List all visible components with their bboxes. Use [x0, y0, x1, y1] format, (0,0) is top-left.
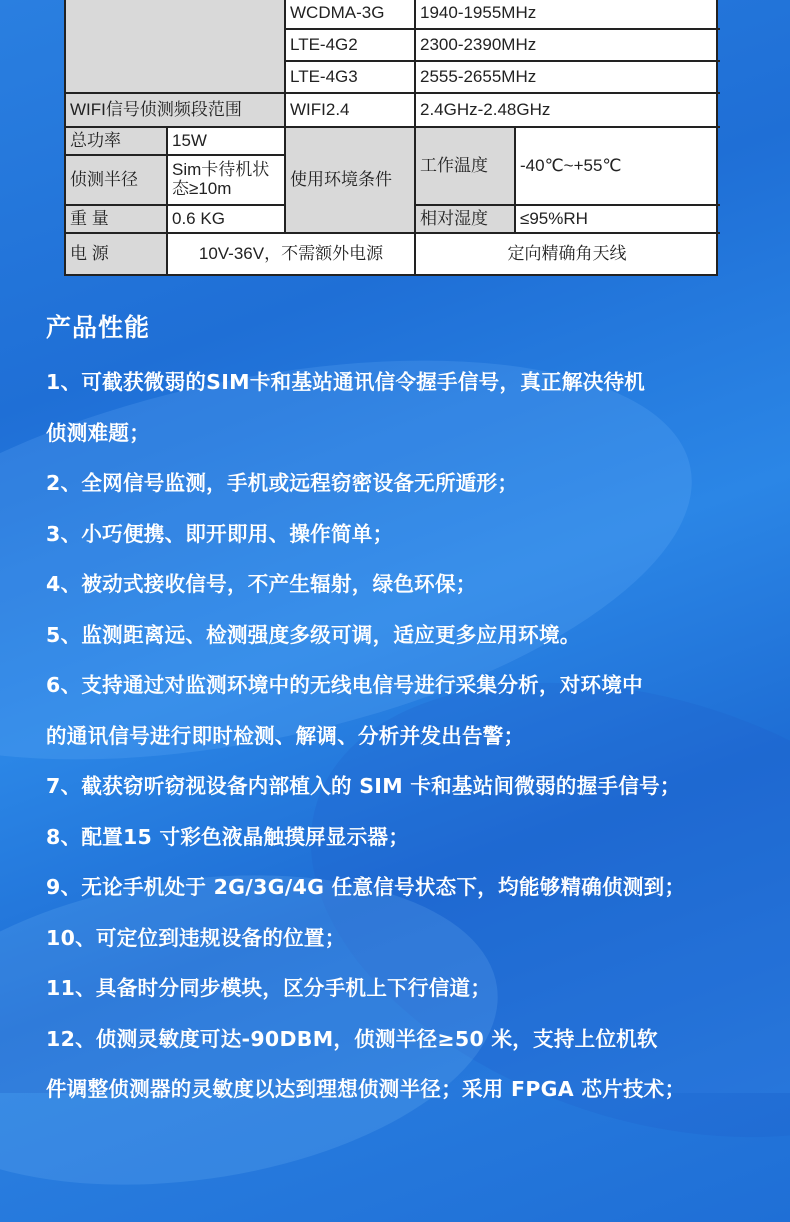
grid-line [284, 28, 720, 30]
power-value: 15W [172, 130, 207, 150]
grid-line [66, 154, 284, 156]
antenna-value: 定向精确角天线 [507, 243, 627, 263]
feature-line: 5、监测距离远、检测强度多级可调，适应更多应用环境。 [46, 622, 581, 647]
feature-line: 件调整侦测器的灵敏度以达到理想侦测半径；采用 FPGA 芯片技术； [46, 1077, 686, 1101]
band-lte-g2: LTE-4G2 [290, 34, 358, 54]
freq-lte-g2: 2300-2390MHz [420, 34, 537, 54]
freq-wcdma: 1940-1955MHz [420, 2, 537, 22]
feature-line: 7、截获窃听窃视设备内部植入的 SIM 卡和基站间微弱的握手信号； [46, 774, 681, 798]
grid-line [284, 126, 286, 234]
grid-line [66, 204, 284, 206]
grid-line [514, 126, 516, 234]
feature-line: 的通讯信号进行即时检测、解调、分析并发出告警； [46, 723, 525, 748]
supply-value: 10V-36V，不需额外电源 [198, 243, 384, 263]
feature-line: 1、可截获微弱的SIM卡和基站通讯信令握手信号，真正解决待机 [46, 370, 646, 394]
feature-line: 3、小巧便携、即开即用、操作简单； [46, 521, 394, 546]
feature-line: 8、配置15 寸彩色液晶触摸屏显示器； [46, 824, 410, 849]
band-wifi: WIFI2.4 [290, 99, 350, 119]
radius-value-line2: 态≥10m [172, 179, 232, 198]
band-wcdma: WCDMA-3G [290, 2, 385, 22]
feature-line: 11、具备时分同步模块，区分手机上下行信道； [46, 976, 492, 1000]
features-title: 产品性能 [46, 313, 151, 342]
spec-table [64, 0, 718, 276]
grid-line [166, 126, 168, 274]
feature-line: 12、侦测灵敏度可达-90DBM，侦测半径≥50 米，支持上位机软 [46, 1026, 658, 1051]
feature-line: 2、全网信号监测，手机或远程窃密设备无所遁形； [46, 471, 519, 495]
grid-line [284, 0, 286, 126]
grid-line [414, 204, 720, 206]
humidity-value: ≤95%RH [520, 208, 588, 228]
supply-label: 电 源 [66, 234, 166, 274]
weight-label: 重 量 [66, 206, 166, 232]
wifi-label: WIFI信号侦测频段范围 [66, 94, 284, 126]
temp-label: 工作温度 [416, 128, 514, 204]
radius-label: 侦测半径 [66, 156, 166, 204]
grid-line [284, 60, 720, 62]
features-section [46, 308, 786, 1115]
spec-table-blank [66, 0, 284, 92]
features-list [46, 357, 786, 1115]
freq-lte-g3: 2555-2655MHz [420, 66, 537, 86]
weight-value: 0.6 KG [172, 208, 225, 228]
grid-line [66, 126, 720, 128]
power-label: 总功率 [66, 128, 166, 154]
grid-line [66, 232, 720, 234]
feature-line: 4、被动式接收信号，不产生辐射，绿色环保； [46, 572, 477, 596]
feature-line: 侦测难题； [46, 420, 150, 445]
feature-line: 10、可定位到违规设备的位置； [46, 925, 346, 950]
feature-line: 6、支持通过对监测环境中的无线电信号进行采集分析，对环境中 [46, 673, 643, 697]
grid-line [66, 92, 720, 94]
radius-value-line1: Sim卡待机状 [172, 160, 270, 180]
radius-value [168, 156, 284, 204]
temp-value: -40℃~+55℃ [520, 155, 622, 175]
env-label: 使用环境条件 [286, 128, 414, 232]
band-lte-g3: LTE-4G3 [290, 66, 358, 86]
freq-wifi: 2.4GHz-2.48GHz [420, 99, 551, 119]
feature-line: 9、无论手机处于 2G/3G/4G 任意信号状态下，均能够精确侦测到； [46, 875, 686, 899]
humidity-label: 相对湿度 [416, 206, 514, 232]
